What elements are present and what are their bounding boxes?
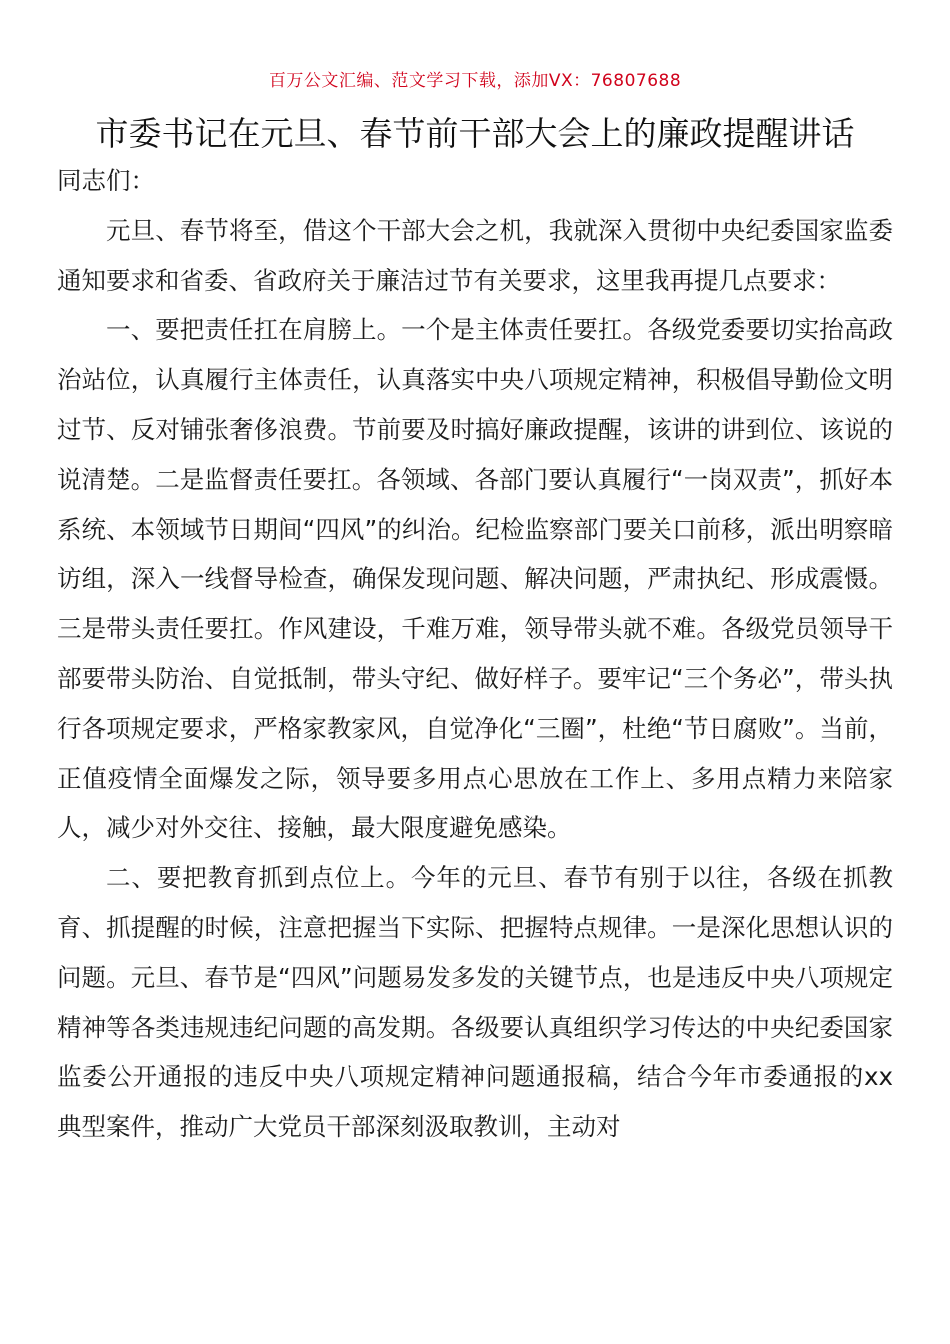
paragraph-section-one: 一、要把责任扛在肩膀上。一个是主体责任要扛。各级党委要切实抬高政治站位，认真履行主体责任，认真落实中央八项规定精神，积极倡导勤俭文明过节、反对铺张奢侈浪费。节前要及时搞好廉政提醒，该讲的讲到位、该说的说清楚。二是监督责任要扛。各领域、各部门要认真履行“一岗双责”，抓好本系统、本领域节日期间“四风”的纠治。纪检监察部门要关口前移，派出明察暗访组，深入一线督导检查，确保发现问题、解决问题，严肃执纪、形成震慑。三是带头责任要扛。作风建设，千难万难，领导带头就不难。各级党员领导干部要带头防治、自觉抵制，带头守纪、做好样子。要牢记“三个务必”，带头执行各项规定要求，严格家教家风，自觉净化“三圈”，杜绝“节日腐败”。当前，正值疫情全面爆发之际，领导要多用点心思放在工作上、多用点精力来陪家人，减少对外交往、接触，最大限度避免感染。	[57, 315, 893, 843]
paragraph-intro: 元旦、春节将至，借这个干部大会之机，我就深入贯彻中央纪委国家监委通知要求和省委、省政府关于廉洁过节有关要求，这里我再提几点要求：	[57, 215, 893, 295]
header-watermark-note: 百万公文汇编、范文学习下载，添加VX：76807688	[268, 71, 682, 91]
salutation: 同志们：	[57, 166, 155, 195]
document-body	[57, 156, 893, 1152]
paragraph-section-two: 二、要把教育抓到点位上。今年的元旦、春节有别于以往，各级在抓教育、抓提醒的时候，注意把握当下实际、把握特点规律。一是深化思想认识的问题。元旦、春节是“四风”问题易发多发的关键节点，也是违反中央八项规定精神等各类违规违纪问题的高发期。各级要认真组织学习传达的中央纪委国家监委公开通报的违反中央八项规定精神问题通报稿，结合今年市委通报的xx典型案件，推动广大党员干部深刻汲取教训，主动对	[57, 863, 893, 1142]
document-title: 市委书记在元旦、春节前干部大会上的廉政提醒讲话	[95, 114, 855, 153]
